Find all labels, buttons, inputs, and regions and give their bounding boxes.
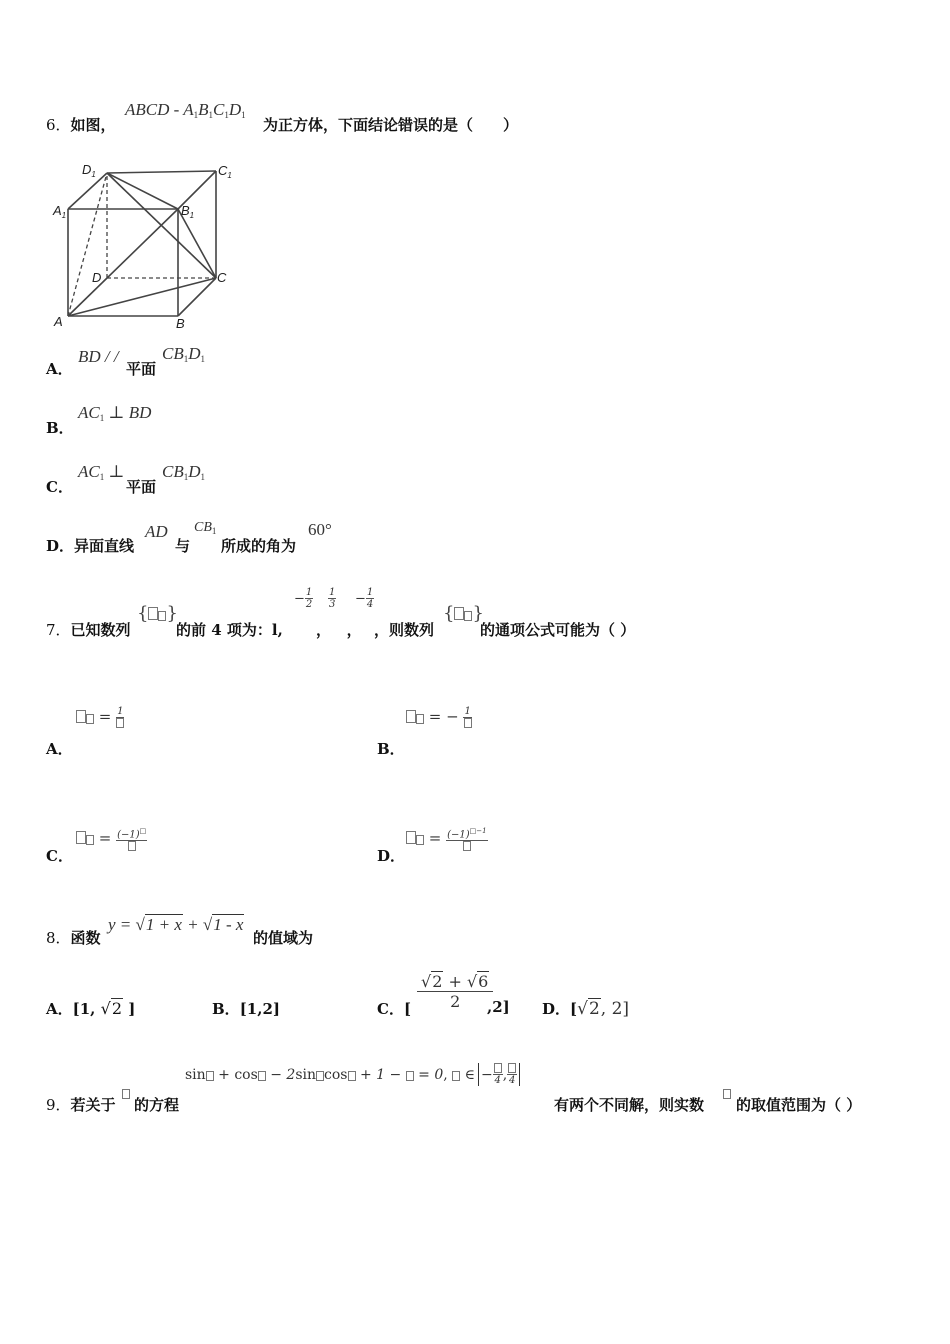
label-D: D [92,270,102,285]
q9-stem-1 [46,1094,116,1115]
label-A1: $A_1$ [53,203,67,220]
q8-option-c-fraction: √2 + √6 2 [417,972,493,1011]
q7-stem-1 [46,619,131,640]
q8-option-c-key: C． [377,1000,404,1018]
label-D1: $D_1$ [82,162,96,179]
q7-text1: 已知数列 [70,621,131,639]
q7-text4: 的通项公式可能为（ ） [480,621,636,639]
q7-text2: 的前 4 项为：l, [176,621,283,639]
q6-option-d-text1: 异面直线 [74,537,135,555]
q6-option-d-text3: 所成的角为 [221,537,297,555]
diag-B1C [178,209,216,278]
q6-option-c-math2: $CB_1D_1$ [162,462,206,482]
label-A: A [54,314,63,329]
q8-text1: 函数 [70,929,101,947]
q7-option-c-formula: = (−1)□ [76,826,147,852]
diag-AC [68,278,216,316]
q9-var-symbol-2 [723,1083,731,1101]
q6-math: ABCD - $A_1B_1C_1D_1$ [125,100,246,120]
q7-seq-symbol-2: { } [443,603,484,624]
q8-option-a: A．[1, √2 ] [46,999,136,1018]
label-B: B [176,316,185,331]
q6-option-a-text: 平面 [126,360,157,378]
q8-option-c-tail: ,2] [487,998,510,1016]
label-C1: $C_1$ [218,163,232,180]
q7-term-3: $\frac{1}{3}$ [329,587,336,610]
q7-option-d-key: D． [377,847,406,865]
q6-option-a-math1: BD / / [78,347,119,366]
q6-option-c-key: C． [46,478,73,496]
q9-text4: 的取值范围为（ ） [736,1096,862,1114]
q7-term-2: − $\frac{1}{2}$ [294,587,313,610]
q6-option-b-key: B． [46,419,74,437]
q7-option-b-key: B． [377,740,405,758]
edge-D1C1 [107,171,216,173]
q8-option-d-key: D． [542,1000,571,1018]
q6-option-d-math1: AD [145,522,168,541]
q8-number: 8． [46,929,71,947]
q9-var-symbol-1 [122,1083,130,1101]
hidden-AD1 [68,173,107,316]
edge-A1D1 [68,173,107,209]
q9-text1: 若关于 [70,1096,116,1114]
q9-text3: 有两个不同解，则实数 [554,1096,705,1114]
q6-option-d-text2: 与 [175,537,191,555]
q6-option-b-math: $AC_1$ ⊥ BD [78,403,152,423]
q8-option-c: C．[ [377,1000,412,1018]
q7-term-4: − $\frac{1}{4}$ [355,587,374,610]
q6-stem [46,114,116,135]
q8-stem-1 [46,927,101,948]
cube-figure [50,158,240,333]
label-C: C [217,270,227,285]
q6-option-a-math2: $CB_1D_1$ [162,344,206,364]
q7-number: 7． [46,621,71,639]
q6-option-c-math1: $AC_1$ ⊥ [78,462,125,482]
q7-option-d-formula: = $(-1)^{□-1}$ [406,826,488,852]
q8-option-b-value: [1,2] [239,1000,280,1018]
q9-number: 9． [46,1096,71,1114]
q8-option-a-key: A． [46,1000,73,1018]
q6-number: 6． [46,116,71,134]
q9-equation: sin + cos − 2sin cos + 1 − = 0, ∈ − 4 , 4 [185,1063,520,1086]
q7-option-c-key: C． [46,847,73,865]
q9-text2: 的方程 [134,1096,180,1114]
q8-text2: 的值域为 [253,929,314,947]
q7-option-a-formula: = 1 [76,706,124,729]
q7-commas: ， ， [316,621,362,639]
q6-option-a-key: A． [46,360,73,378]
label-B1: $B_1$ [181,203,195,220]
q7-seq-symbol-1: { } [137,603,178,624]
q6-option-d-math2: $CB_1$ [194,520,217,536]
q6-prefix: 如图， [70,116,116,134]
q8-option-b [212,998,280,1019]
q6-option-d-math3: 60° [308,520,332,539]
q6-option-d-key: D． [46,537,75,555]
diag-D1B1 [107,173,178,209]
q7-text3: ，则数列 [374,621,435,639]
q7-option-b-formula: = − 1 [406,706,472,729]
q8-math: y = √1 + x + √1 - x [108,915,244,934]
q6-option-c-text: 平面 [126,478,157,496]
q8-option-d: D．[√2, 2] [542,999,630,1019]
q7-option-a-key: A． [46,740,73,758]
q8-option-b-key: B． [212,1000,240,1018]
q6-suffix: 为正方体，下面结论错误的是（ ） [263,116,519,134]
